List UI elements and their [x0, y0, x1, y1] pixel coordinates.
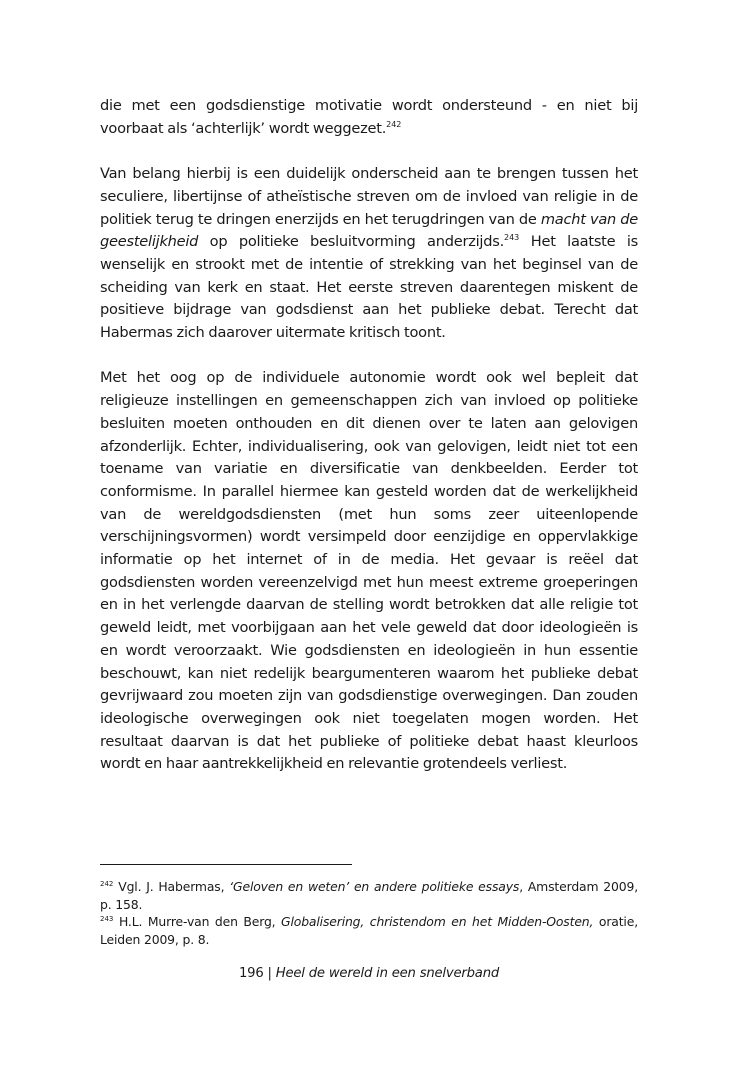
footnote-text: , Amsterdam 2009, p. 158. [100, 879, 638, 912]
paragraph-3 [100, 367, 638, 776]
page-number: 196 [238, 966, 264, 981]
footnote-title: Globalisering, christendom en het Midden-Oosten, [281, 914, 594, 929]
footnotes [100, 878, 638, 948]
footnote-242 [100, 878, 638, 913]
running-title: Heel de wereld in een snelverband [275, 966, 500, 981]
paragraph-2-emphasis: macht van de geestelijkheid [100, 210, 638, 251]
footnote-text: H.L. Murre-van den Berg, [113, 914, 282, 929]
paragraph-1-text: die met een godsdienstige motivatie wordt ondersteund - en niet bij voorbaat als ‘achterlijk’ wordt weggezet. [100, 97, 638, 137]
paragraph-1 [100, 95, 638, 140]
paragraph-2-text-d: Het laatste is wenselijk en strookt met de intentie of strekking van het beginsel van de scheiding van kerk en staat. Het eerste streven daarentegen miskent de positieve bijdrage van godsdienst aan het publieke debat. Terecht dat Habermas zich daarover uitermate kritisch toont. [100, 233, 639, 342]
paragraph-2 [100, 163, 638, 345]
paragraph-2-text-a: Van belang hierbij is een duidelijk onderscheid aan te brengen tussen het seculiere, libertijnse of atheïstische streven om de invloed van religie in de politiek terug te dringen enerzijds en het terugdringen van de [100, 165, 638, 228]
footnote-243 [100, 913, 638, 948]
footnote-ref-242[interactable]: 242 [386, 119, 402, 129]
footer-separator: | [263, 966, 276, 981]
footnote-text: oratie, Leiden 2009, p. 8. [100, 914, 638, 947]
footnote-text: Vgl. J. Habermas, [113, 879, 230, 894]
paragraph-3-text: Met het oog op de individuele autonomie wordt ook wel bepleit dat religieuze instellingen en gemeenschappen zich van invloed op politieke besluiten moeten onthouden en dit dienen over te laten aan gelovigen afzonderlijk. Echter, individualisering, ook van gelovigen, leidt niet tot een toename van variatie en diversificatie van denkbeelden. Eerder tot conformisme. In parallel hiermee kan gesteld worden dat de werkelijkheid van de wereldgodsdiensten (met hun soms zeer uiteenlopende verschijningsvormen) wordt versimpeld door eenzijdige en oppervlakkige informatie op het internet of in de media. Het gevaar is reëel dat godsdiensten worden vereenzelvigd met hun meest extreme groeperingen en in het verlengde daarvan de stelling wordt betrokken dat alle religie tot geweld leidt, met voorbijgaan aan het vele geweld dat door ideologieën is en wordt veroorzaakt. Wie godsdiensten en ideologieën in hun essentie beschouwt, kan niet redelijk beargumenteren waarom het publieke debat gevrijwaard zou moeten zijn van godsdienstige overwegingen. Dan zouden ideologische overwegingen ook niet toegelaten mogen worden. Het resultaat daarvan is dat het publieke of politieke debat haast kleurloos wordt en haar aantrekkelijkheid en relevantie grotendeels verliest. [100, 369, 638, 773]
footnote-divider [100, 864, 352, 865]
footnote-number: 242 [100, 880, 114, 888]
footnote-title: ‘Geloven en weten’ en andere politieke essays [229, 879, 520, 894]
body-text [100, 95, 638, 776]
footnote-number: 243 [100, 915, 114, 923]
page-footer [0, 966, 738, 981]
footnote-ref-243[interactable]: 243 [503, 233, 520, 243]
paragraph-2-text-c: op politieke besluitvorming anderzijds. [198, 233, 504, 251]
